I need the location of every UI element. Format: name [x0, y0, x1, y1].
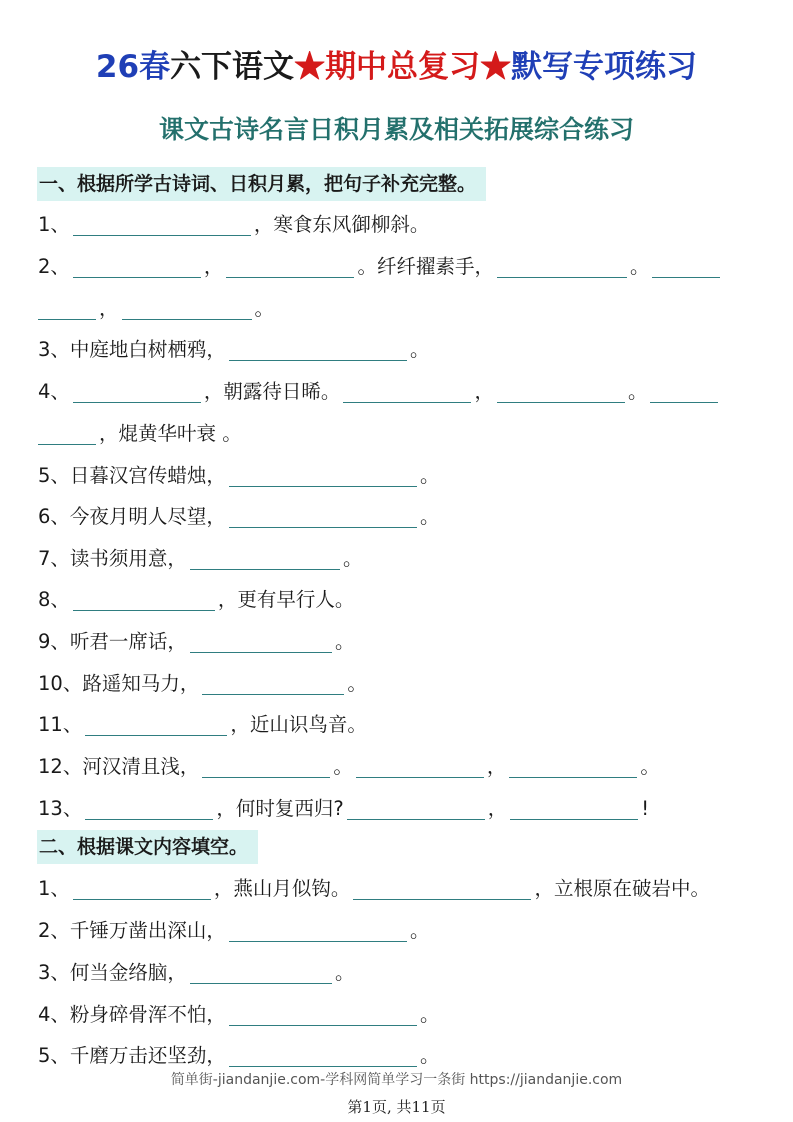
question-1-9	[38, 625, 354, 659]
answer-blank[interactable]	[510, 795, 638, 820]
question-1-7	[38, 542, 362, 576]
question-text: 。	[419, 1044, 440, 1067]
question-text: 。	[347, 672, 367, 695]
answer-blank[interactable]	[38, 295, 96, 320]
question-number: 11、	[38, 713, 83, 736]
answer-blank[interactable]	[73, 253, 201, 278]
question-number: 3、	[38, 961, 70, 984]
question-text: 河汉清且浅，	[82, 755, 200, 778]
section-2-heading: 二、根据课文内容填空。	[37, 830, 258, 864]
question-1-12	[38, 750, 660, 784]
question-number: 3、	[38, 338, 70, 361]
question-text: 。纤纤擢素手，	[357, 255, 494, 278]
question-1-8	[38, 583, 354, 617]
question-number: 5、	[38, 1044, 70, 1067]
answer-blank[interactable]	[73, 586, 215, 611]
question-1-10	[38, 667, 367, 701]
question-text: ，朝露待日晞。	[203, 380, 341, 403]
question-text: ，燕山月似钩。	[213, 877, 351, 900]
question-number: 12、	[38, 755, 83, 778]
question-text: ，何时复西归?	[216, 797, 344, 820]
answer-blank[interactable]	[226, 253, 354, 278]
answer-blank[interactable]	[190, 545, 340, 570]
question-number: 9、	[38, 630, 70, 653]
question-text: ，近山识鸟音。	[230, 713, 367, 736]
question-text: 粉身碎骨浑不怕，	[69, 1003, 226, 1026]
answer-blank[interactable]	[229, 336, 407, 361]
question-text: 。	[342, 547, 363, 570]
answer-blank[interactable]	[122, 295, 252, 320]
answer-blank[interactable]	[347, 795, 485, 820]
question-text: ，	[486, 755, 507, 778]
question-1-13	[38, 792, 649, 826]
answer-blank[interactable]	[202, 670, 344, 695]
answer-blank[interactable]	[73, 378, 201, 403]
answer-blank[interactable]	[73, 875, 211, 900]
question-1-2-continued	[38, 292, 274, 326]
question-number: 13、	[38, 797, 83, 820]
page-subtitle: 课文古诗名言日积月累及相关拓展综合练习	[158, 115, 634, 144]
question-text: ，焜黄华叶衰 。	[99, 422, 242, 445]
answer-blank[interactable]	[73, 211, 251, 236]
answer-blank[interactable]	[85, 795, 213, 820]
answer-blank[interactable]	[190, 628, 332, 653]
question-2-4	[38, 998, 439, 1032]
question-1-4-continued	[38, 417, 242, 451]
question-number: 10、	[38, 672, 83, 695]
title-grade: 六下语文	[170, 49, 295, 85]
question-text: 。	[419, 505, 440, 528]
title-topic: 默写专项练习	[511, 49, 698, 85]
question-number: 1、	[38, 213, 70, 236]
question-text: ，更有早行人。	[217, 588, 355, 611]
question-text: 。	[409, 338, 430, 361]
title-season: 春	[139, 49, 171, 85]
question-1-6	[38, 500, 439, 534]
question-2-5	[38, 1039, 439, 1073]
answer-blank[interactable]	[356, 753, 484, 778]
question-1-4	[38, 375, 721, 409]
question-text: 。	[640, 755, 660, 778]
question-text: ，	[474, 380, 494, 403]
title-exam: 期中总复习	[325, 49, 481, 85]
question-number: 4、	[38, 1003, 70, 1026]
question-text: 。	[627, 380, 648, 403]
question-text: 。	[419, 1003, 440, 1026]
answer-blank[interactable]	[343, 378, 471, 403]
question-text: 。	[419, 464, 440, 487]
answer-blank[interactable]	[652, 253, 720, 278]
question-number: 7、	[38, 547, 70, 570]
question-text: 。	[334, 961, 355, 984]
question-2-1	[38, 872, 710, 906]
question-text: 读书须用意，	[69, 547, 187, 570]
section-1-heading: 一、根据所学古诗词、日积月累，把句子补充完整。	[37, 167, 486, 201]
answer-blank[interactable]	[190, 959, 332, 984]
question-1-1	[38, 208, 429, 242]
footer-source-link[interactable]: 简单街-jiandanjie.com-学科网简单学习一条街 https://jiandanjie.com	[170, 1072, 623, 1088]
question-text: 中庭地白树栖鸦，	[69, 338, 226, 361]
question-number: 2、	[38, 919, 70, 942]
answer-blank[interactable]	[509, 753, 637, 778]
answer-blank[interactable]	[229, 462, 417, 487]
answer-blank[interactable]	[85, 711, 227, 736]
question-text: 何当金络脑，	[69, 961, 187, 984]
answer-blank[interactable]	[353, 875, 531, 900]
question-text: !	[641, 797, 650, 820]
question-1-2	[38, 250, 723, 284]
question-2-3	[38, 956, 354, 990]
question-text: 日暮汉宫传蜡烛，	[69, 464, 226, 487]
question-text: ，寒食东风御柳斜。	[253, 213, 430, 236]
question-number: 4、	[38, 380, 70, 403]
answer-blank[interactable]	[229, 1001, 417, 1026]
star-icon: ★	[480, 49, 512, 85]
question-text: 。	[629, 255, 650, 278]
answer-blank[interactable]	[38, 420, 96, 445]
question-text: 千磨万击还坚劲，	[69, 1044, 226, 1067]
question-text: ，	[487, 797, 508, 820]
question-text: 今夜月明人尽望，	[69, 505, 226, 528]
question-text: 千锤万凿出深山，	[69, 919, 226, 942]
question-number: 2、	[38, 255, 70, 278]
question-text: 。	[333, 755, 353, 778]
question-text: ，	[99, 297, 119, 320]
title-year: 26	[95, 49, 140, 85]
star-icon: ★	[294, 49, 326, 85]
question-1-5	[38, 459, 439, 493]
question-text: ，立根原在破岩中。	[534, 877, 710, 900]
page-indicator: 第1页, 共11页	[347, 1098, 446, 1116]
answer-blank[interactable]	[497, 378, 625, 403]
question-1-3	[38, 333, 429, 367]
question-text: 。	[254, 297, 275, 320]
answer-blank[interactable]	[650, 378, 718, 403]
answer-blank[interactable]	[229, 1042, 417, 1067]
question-number: 8、	[38, 588, 70, 611]
answer-blank[interactable]	[202, 753, 330, 778]
question-2-2	[38, 914, 429, 948]
question-text: 路遥知马力，	[82, 672, 200, 695]
question-text: 。	[409, 919, 430, 942]
answer-blank[interactable]	[497, 253, 627, 278]
question-text: 。	[334, 630, 355, 653]
question-text: 听君一席话，	[69, 630, 187, 653]
question-number: 5、	[38, 464, 70, 487]
question-1-11	[38, 708, 367, 742]
answer-blank[interactable]	[229, 917, 407, 942]
question-number: 6、	[38, 505, 70, 528]
answer-blank[interactable]	[229, 503, 417, 528]
question-number: 1、	[38, 877, 70, 900]
question-text: ，	[203, 255, 224, 278]
page-title	[0, 44, 793, 90]
